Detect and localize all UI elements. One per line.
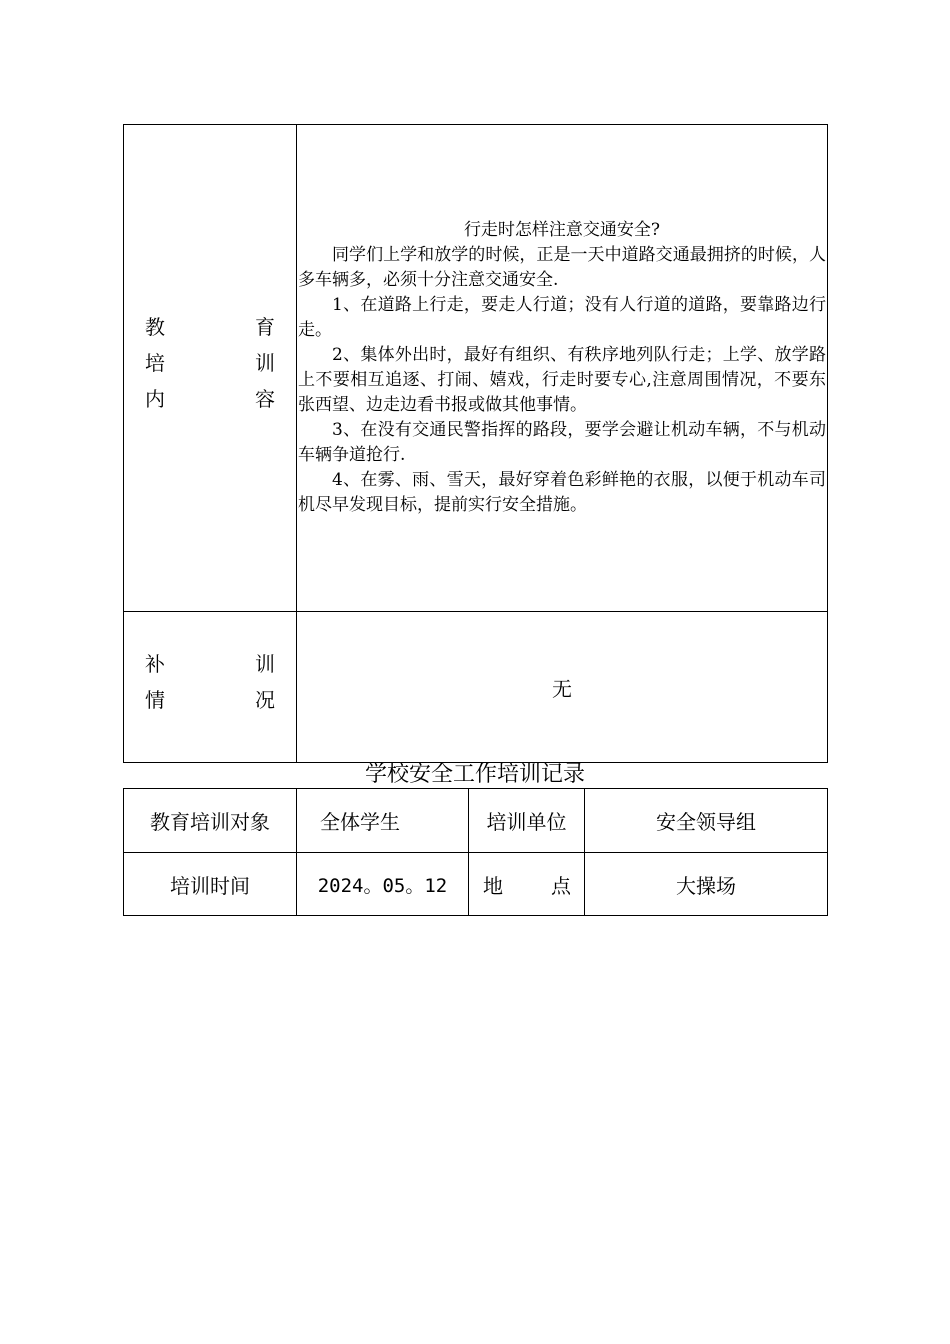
content-label-char: 育 <box>255 315 275 339</box>
time-label-text: 培训时间 <box>170 873 250 898</box>
target-label-text: 教育培训对象 <box>150 810 270 834</box>
content-label-char: 培 <box>145 351 165 375</box>
place-label-char: 地 <box>483 873 503 898</box>
supplement-label <box>145 646 275 718</box>
content-paragraph: 同学们上学和放学的时候，正是一天中道路交通最拥挤的时候，人多车辆多，必须十分注意交通安全. <box>298 245 826 290</box>
unit-value-text: 安全领导组 <box>656 810 756 834</box>
target-label <box>124 789 296 852</box>
content-label-char: 容 <box>255 387 275 411</box>
content-label-char: 内 <box>145 387 165 411</box>
place-value <box>585 853 827 915</box>
content-label-char: 教 <box>145 315 165 339</box>
supplement-label-char: 情 <box>145 688 165 712</box>
supplement-label-char: 况 <box>255 688 275 712</box>
unit-label <box>469 789 584 852</box>
place-label <box>483 853 571 915</box>
target-value <box>297 789 468 852</box>
content-title: 行走时怎样注意交通安全? <box>463 220 661 240</box>
record-title: 学校安全工作培训记录 <box>364 762 585 787</box>
place-label-char: 点 <box>551 873 571 898</box>
time-value-text: 2024。05。12 <box>317 874 448 897</box>
training-content <box>298 218 826 518</box>
supplement-value <box>297 612 827 762</box>
time-value <box>297 853 468 915</box>
unit-value <box>585 789 827 852</box>
target-value-text: 全体学生 <box>320 810 400 834</box>
place-value-text: 大操场 <box>676 873 736 898</box>
supplement-label-char: 训 <box>255 652 275 676</box>
content-paragraph: 4、在雾、雨、雪天，最好穿着色彩鲜艳的衣服，以便于机动车司机尽早发现目标，提前实行安全措施。 <box>298 470 826 515</box>
supplement-label-char: 补 <box>145 652 165 676</box>
content-paragraph: 2、集体外出时，最好有组织、有秩序地列队行走；上学、放学路上不要相互追逐、打闹、嬉戏，行走时要专心,注意周围情况，不要东张西望、边走边看书报或做其他事情。 <box>298 345 826 415</box>
content-paragraph: 1、在道路上行走，要走人行道；没有人行道的道路，要靠路边行走。 <box>298 295 826 340</box>
unit-label-text: 培训单位 <box>486 810 567 834</box>
time-label <box>124 853 296 915</box>
content-label-char: 训 <box>255 351 275 375</box>
content-paragraph: 3、在没有交通民警指挥的路段，要学会避让机动车辆，不与机动车辆争道抢行. <box>298 420 826 465</box>
supplement-value-text: 无 <box>552 676 572 701</box>
content-label <box>145 309 275 417</box>
